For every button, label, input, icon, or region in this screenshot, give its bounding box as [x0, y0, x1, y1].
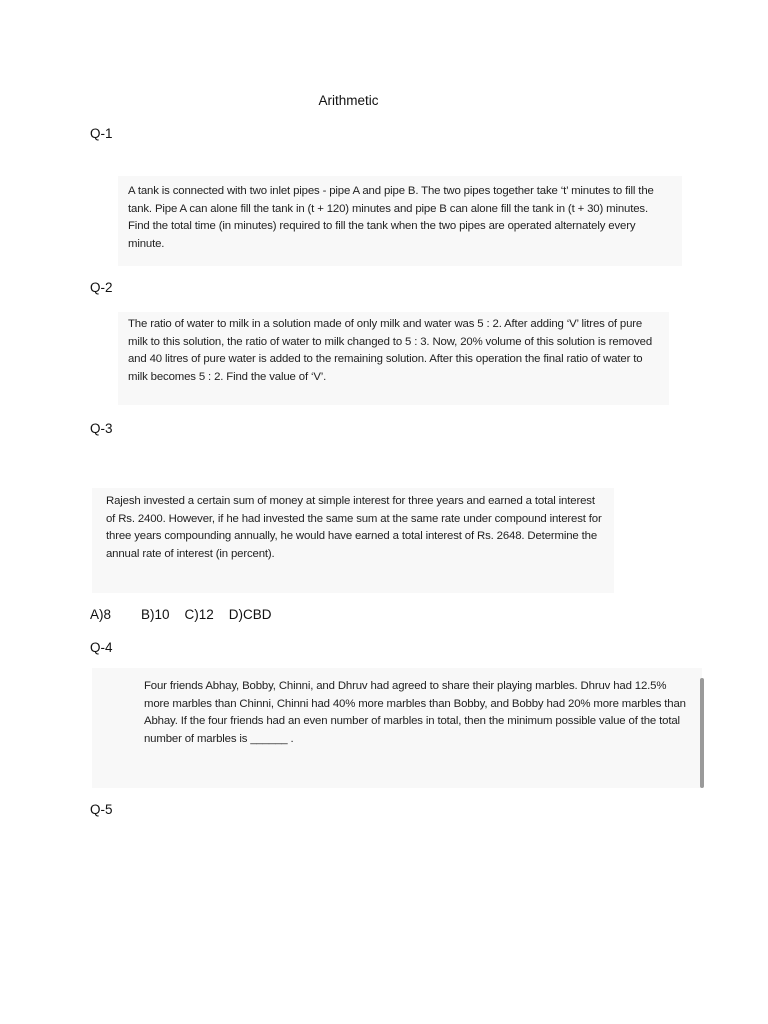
question-4-card: [92, 668, 702, 788]
question-2-text: The ratio of water to milk in a solution made of only milk and water was 5 : 2. After adding ‘V’ litres of pure milk to this solution, the ratio of water to milk changed to 5 : 3. Now, 20% volume of this solution is removed and 40 litres of pure water is added to the remaining solution. After this operation the final ratio of water to milk becomes 5 : 2. Find the value of ‘V’.: [128, 318, 653, 383]
question-3-text: Rajesh invested a certain sum of money at simple interest for three years and earned a total interest of Rs. 2400. However, if he had invested the same sum at the same rate under compound interest for three years compounding annually, he would have earned a total interest of Rs. 2648. Determine the annual rate of interest (in percent).: [106, 495, 602, 560]
page-title: Arithmetic: [318, 93, 379, 108]
question-4-text: Four friends Abhay, Bobby, Chinni, and Dhruv had agreed to share their playing marbles. Dhruv had 12.5% more marbles than Chinni, Chinni had 40% more marbles than Bobby, and Bobby had 20% more marbles than Abhay. If the four friends had an even number of marbles in total, then the minimum possible value of the total number of marbles is ______ .: [144, 680, 686, 745]
question-2-label: Q-2: [90, 280, 113, 295]
question-4-label: Q-4: [90, 640, 113, 655]
question-3-card: [92, 488, 614, 593]
question-2-card: [118, 312, 669, 405]
question-1-text: A tank is connected with two inlet pipes - pipe A and pipe B. The two pipes together take ‘t’ minutes to fill the tank. Pipe A can alone fill the tank in (t + 120) minutes and pipe B can alone fill the tank in (t + 30) minutes. Find the total time (in minutes) required to fill the tank when the two pipes are operated alternately every minute.: [128, 185, 654, 250]
question-3-options: A)8 B)10 C)12 D)CBD: [90, 607, 272, 622]
question-1-card: [118, 176, 682, 266]
question-4-scroll-bar: [700, 678, 704, 788]
question-3-label: Q-3: [90, 421, 113, 436]
question-1-label: Q-1: [90, 126, 113, 141]
question-5-label: Q-5: [90, 802, 113, 817]
